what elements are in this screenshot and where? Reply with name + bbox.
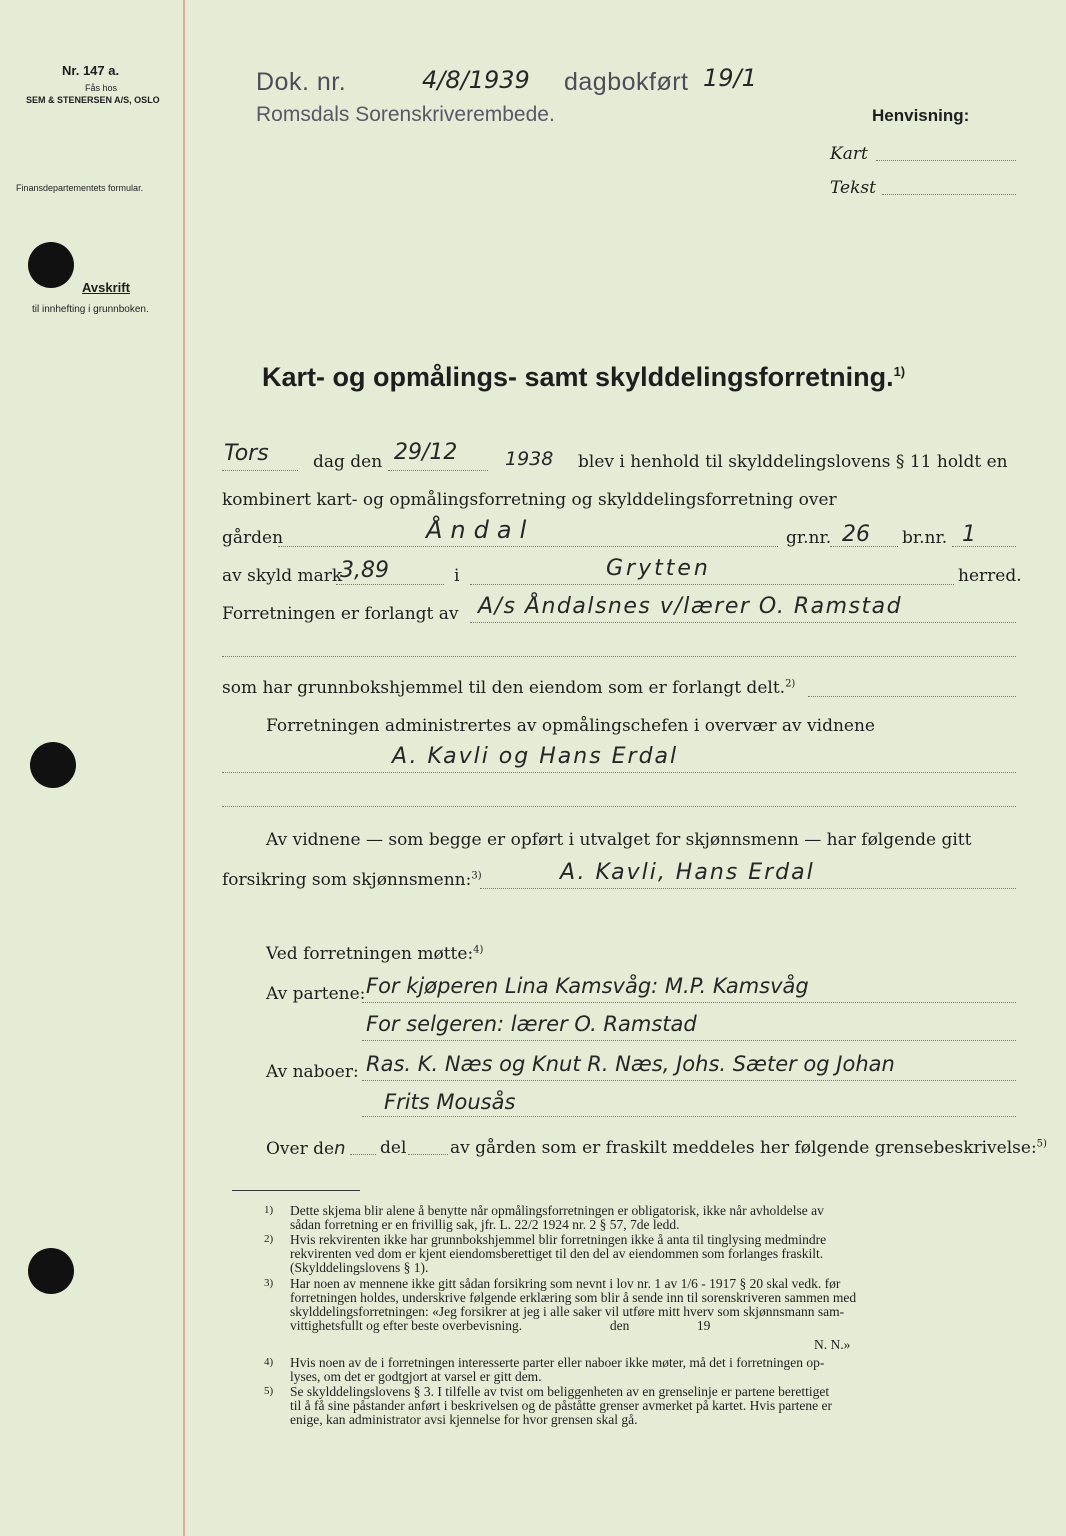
footnote-3-mark: 3) — [264, 1277, 274, 1289]
reference-heading: Henvisning: — [872, 106, 970, 125]
vidner-text: Av vidnene — som begge er opført i utvalget for skjønnsmenn — har følgende gitt — [266, 830, 972, 850]
over-rest-text: av gården som er fraskilt meddeles her følgende grensebeskrivelse: — [450, 1138, 1037, 1158]
footnote-3-line3: skylddelingsforretningen: «Jeg forsikrer at jeg i alle saker vil utføre mitt hverv som skjønnsmann sam- — [290, 1304, 845, 1319]
line1-rest: blev i henhold til skylddelingslovens § 11 holdt en — [578, 452, 1008, 472]
over-rest — [450, 1138, 1047, 1158]
partene-value1: For kjøperen Lina Kamsvåg: M.P. Kamsvåg — [366, 974, 809, 998]
dok-label: Dok. nr. — [256, 68, 347, 96]
line2-text: kombinert kart- og opmålingsforretning og skylddelingsforretning over — [222, 490, 837, 510]
year-value: 1938 — [505, 448, 554, 470]
garden-line — [278, 546, 778, 547]
date-line — [388, 470, 488, 471]
footnote-5-line2: til å få sine påstander anført i beskrivelsen og de påståtte grenser avmerket på kartet. Hvis partene er — [290, 1398, 833, 1413]
footnote-2-mark: 2) — [264, 1233, 274, 1245]
footnote-5-mark: 5) — [264, 1385, 274, 1397]
footnote-5-line1: Se skylddelingslovens § 3. I tilfelle av tvist om beliggenheten av en grenselinje er partene berettiget — [290, 1384, 830, 1399]
garden-value: Åndal — [426, 516, 535, 544]
skyld-line — [336, 584, 444, 585]
footnote-1-line2: sådan forretning er en frivillig sak, jfr. L. 22/2 1924 nr. 2 § 57, 7de ledd. — [290, 1217, 680, 1232]
skyld-value: 3,89 — [340, 558, 389, 583]
footnote-3-line2: forretningen holdes, underskrive følgende erklæring som blir å sende inn til sorenskriveren sammen med — [290, 1290, 857, 1305]
margin-rule — [183, 0, 185, 1536]
hjemmel-mark: 2) — [785, 678, 796, 690]
footnote-3-line1: Har noen av mennene ikke gitt sådan forsikring som nevnt i lov nr. 1 av 1/6 - 1917 § 20 skal vedk. før — [290, 1276, 841, 1291]
grnr-line — [830, 546, 898, 547]
forlangt-line — [470, 622, 1016, 623]
publisher-line1: Fås hos — [85, 83, 118, 93]
naboer-value1: Ras. K. Næs og Knut R. Næs, Johs. Sæter og Johan — [366, 1052, 895, 1076]
herred-value: Grytten — [606, 556, 711, 581]
forsikring-label — [222, 870, 482, 890]
punch-hole-middle — [30, 742, 76, 788]
footnote-5-line3: enige, kan administrator avsi kjennelse for hvor grensen skal gå. — [290, 1412, 638, 1427]
footnote-4-line1: Hvis noen av de i forretningen interesserte parter eller naboer ikke møter, må det i forretningen op- — [290, 1355, 825, 1370]
herred-label: herred. — [958, 566, 1022, 586]
naboer-line2 — [362, 1116, 1016, 1117]
skyld-label: av skyld mark — [222, 566, 343, 586]
over-line — [266, 1138, 346, 1159]
footnote-2-line2: rekvirenten ved dom er kjent eiendomsberettiget til den del av eiendommen som forlanges fraskilt. — [290, 1246, 824, 1261]
footnote-3-line5: N. N.» — [814, 1337, 851, 1352]
partene-line1 — [362, 1002, 1016, 1003]
del-label: del — [380, 1138, 407, 1158]
motte-label — [266, 944, 483, 964]
herred-line — [470, 584, 954, 585]
footnote-2-line3: (Skylddelingslovens § 1). — [290, 1260, 429, 1275]
i-label: i — [454, 566, 460, 586]
hjemmel-line — [808, 696, 1016, 697]
publisher-line2: SEM & STENERSEN A/S, OSLO — [26, 95, 160, 105]
vidner-value: A. Kavli og Hans Erdal — [392, 744, 679, 769]
grnr-value: 26 — [842, 522, 870, 547]
weekday-value: Tors — [224, 441, 269, 466]
footnote-4-mark: 4) — [264, 1356, 274, 1368]
dok-number: 4/8/1939 — [422, 66, 530, 94]
date-value: 29/12 — [394, 440, 458, 465]
reference-kart-label: Kart — [830, 144, 868, 164]
ministry-label: Finansdepartementets formular. — [16, 183, 144, 193]
forsikring-label-text: forsikring som skjønnsmenn: — [222, 870, 472, 890]
form-number: Nr. 147 a. — [62, 63, 120, 78]
office-stamp: Romsdals Sorenskriverembede. — [256, 103, 555, 126]
naboer-value2: Frits Mousås — [384, 1090, 516, 1114]
hjemmel-text-body: som har grunnbokshjemmel til den eiendom som er forlangt delt. — [222, 678, 786, 698]
footnote-3-line4: vittighetsfullt og efter beste overbevisning. den 19 — [290, 1318, 711, 1333]
dag-den-label: dag den — [313, 452, 383, 472]
dagbok-label: dagbokført — [564, 68, 689, 96]
partene-value2: For selgeren: lærer O. Ramstad — [366, 1012, 697, 1036]
forlangt-label: Forretningen er forlangt av — [222, 604, 459, 624]
forlangt-line2 — [222, 656, 1016, 657]
brnr-label: br.nr. — [902, 528, 948, 548]
copy-label: Avskrift — [82, 280, 130, 295]
reference-tekst-line — [882, 194, 1016, 195]
copy-note: til innhefting i grunnboken. — [32, 304, 149, 315]
vidner-line — [222, 772, 1016, 773]
garden-label: gården — [222, 528, 284, 548]
footnote-1-line1: Dette skjema blir alene å benytte når opmålingsforretningen er obligatorisk, ikke når avholdelse av — [290, 1203, 824, 1218]
footnote-rule — [232, 1190, 360, 1191]
footnote-2-line1: Hvis rekvirenten ikke har grunnbokshjemmel blir forretningen ikke å anta til tinglysing medmindre — [290, 1232, 827, 1247]
over-value: n — [334, 1138, 346, 1159]
admin-text: Forretningen administrertes av opmålingschefen i overvær av vidnene — [266, 716, 875, 736]
footnote-4-line2: lyses, om det er godtgjort at varsel er gitt dem. — [290, 1369, 542, 1384]
forsikring-line — [480, 888, 1016, 889]
vidner-line2 — [222, 806, 1016, 807]
title-text: Kart- og opmålings- samt skylddelingsforretning. — [262, 362, 894, 392]
hjemmel-text — [222, 678, 795, 698]
over-label: Over de — [266, 1139, 335, 1159]
forsikring-mark: 3) — [471, 870, 482, 882]
motte-mark: 4) — [473, 944, 484, 956]
partene-label: Av partene: — [266, 984, 366, 1004]
reference-kart-line — [876, 160, 1016, 161]
naboer-label: Av naboer: — [266, 1062, 359, 1082]
brnr-value: 1 — [962, 522, 976, 547]
brnr-line — [952, 546, 1016, 547]
over-dots — [350, 1154, 376, 1155]
over-mark: 5) — [1036, 1138, 1047, 1150]
del-dots — [408, 1154, 448, 1155]
document-title — [262, 362, 905, 393]
naboer-line1 — [362, 1080, 1016, 1081]
reference-tekst-label: Tekst — [830, 178, 876, 198]
title-footnote-mark: 1) — [893, 364, 906, 379]
partene-line2 — [362, 1040, 1016, 1041]
punch-hole-bottom — [28, 1248, 74, 1294]
punch-hole-top — [28, 242, 74, 288]
grnr-label: gr.nr. — [786, 528, 832, 548]
weekday-line — [222, 470, 298, 471]
dagbok-date: 19/1 — [703, 64, 757, 92]
motte-label-text: Ved forretningen møtte: — [266, 944, 474, 964]
forsikring-value: A. Kavli, Hans Erdal — [560, 860, 815, 885]
footnote-1-mark: 1) — [264, 1204, 274, 1216]
forlangt-value: A/s Åndalsnes v/lærer O. Ramstad — [478, 594, 903, 619]
